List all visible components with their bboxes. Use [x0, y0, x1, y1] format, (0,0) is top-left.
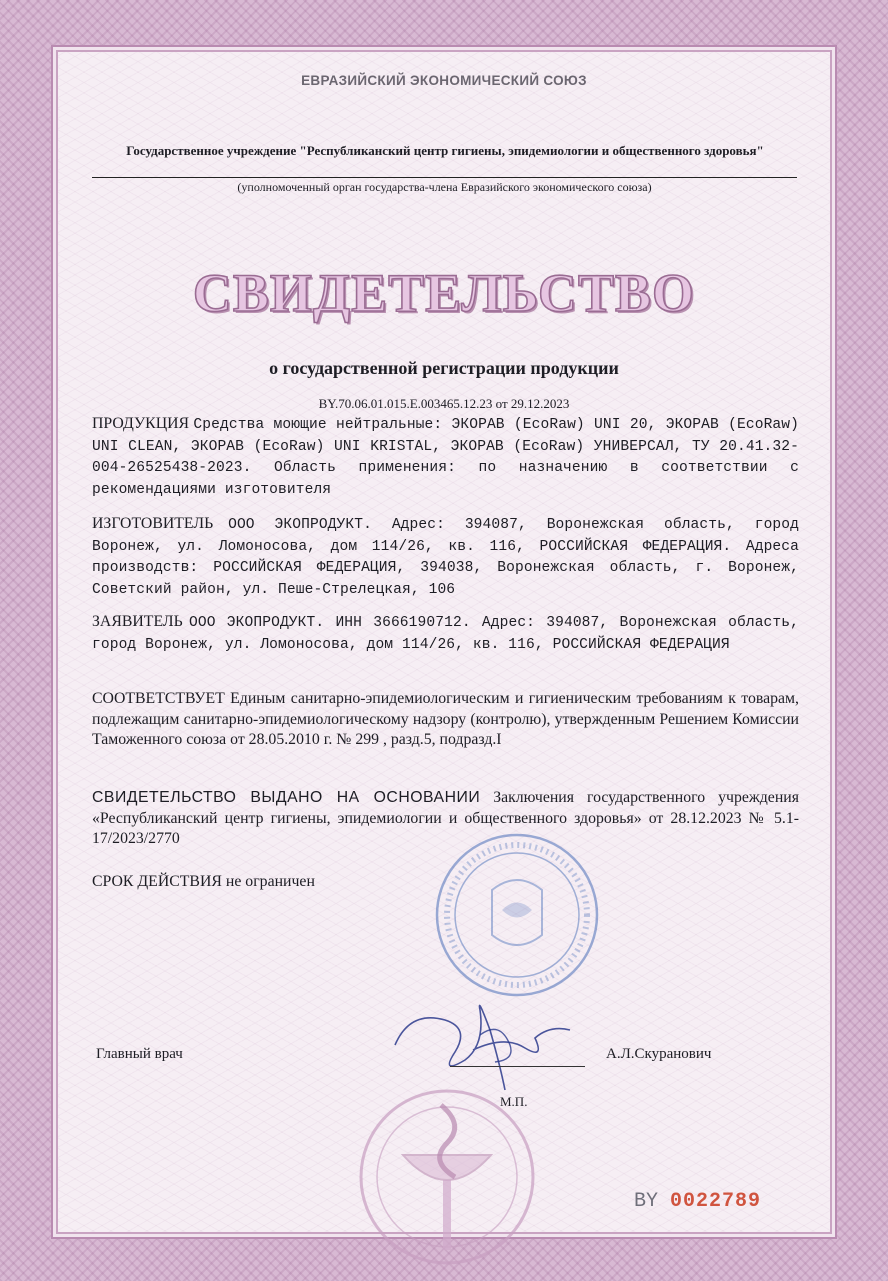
issuing-organization: Государственное учреждение "Республиканский центр гигиены, эпидемиологии и общественного здоровья": [126, 143, 764, 158]
document-subtitle: о государственной регистрации продукции: [269, 358, 619, 378]
manufacturer-label: ИЗГОТОВИТЕЛЬ: [92, 515, 214, 532]
conformity-label: СООТВЕТСТВУЕТ: [92, 690, 225, 707]
product-section: [92, 414, 799, 500]
manufacturer-text: ООО ЭКОПРОДУКТ. Адрес: 394087, Воронежская область, город Воронеж, ул. Ломоносова, дом 114/26, кв. 116, РОССИЙСКАЯ ФЕДЕРАЦИЯ. Адреса производств: РОССИЙСКАЯ ФЕДЕРАЦИЯ, 394038, Воронежская область, г. Воронеж, Советский район, ул. Пеше-Стрелецкая, 106: [92, 517, 799, 598]
registration-number: BY.70.06.01.015.E.003465.12.23 от 29.12.2023: [318, 396, 570, 411]
organization-underline: [92, 177, 797, 178]
stamp-place-label: М.П.: [500, 1094, 528, 1109]
official-stamp: [432, 830, 602, 1000]
applicant-text: ООО ЭКОПРОДУКТ. ИНН 3666190712. Адрес: 394087, Воронежская область, город Воронеж, ул. Ломоносова, дом 114/26, кв. 116, РОССИЙСКАЯ ФЕДЕРАЦИЯ: [92, 615, 799, 653]
handwritten-signature: [385, 990, 595, 1100]
applicant-label: ЗАЯВИТЕЛЬ: [92, 613, 183, 630]
serial-prefix: BY: [634, 1190, 659, 1213]
manufacturer-section: [92, 514, 799, 600]
union-name: ЕВРАЗИЙСКИЙ ЭКОНОМИЧЕСКИЙ СОЮЗ: [301, 73, 587, 88]
organization-note: (уполномоченный орган государства-члена Евразийского экономического союза): [237, 180, 652, 194]
document-title: СВИДЕТЕЛЬСТВО: [192, 263, 696, 323]
product-text: Средства моющие нейтральные: ЭКОРАВ (EcoRaw) UNI 20, ЭКОРАВ (EcoRaw) UNI CLEAN, ЭКОРАВ (EcoRaw) UNI KRISTAL, ЭКОРАВ (EcoRaw) УНИВЕРСАЛ, ТУ 20.41.32-004-26525438-2023. Область применения: по назначению в соответствии с рекомендациями изготовителя: [92, 417, 799, 498]
signatory-name: А.Л.Скуранович: [606, 1046, 712, 1062]
signatory-role: Главный врач: [96, 1046, 183, 1062]
basis-label: СВИДЕТЕЛЬСТВО ВЫДАНО НА ОСНОВАНИИ: [92, 789, 481, 806]
serial-number: [634, 1190, 761, 1213]
conformity-section: [92, 689, 799, 751]
validity-text: не ограничен: [225, 873, 315, 890]
validity-label: СРОК ДЕЙСТВИЯ: [92, 873, 222, 890]
serial-digits: 0022789: [670, 1190, 762, 1213]
conformity-text: Единым санитарно-эпидемиологическим и гигиеническим требованиям к товарам, подлежащим санитарно-эпидемиологическому надзору (контролю), утвержденным Решением Комиссии Таможенного союза от 28.05.2010 г. № 299 , разд.5, подразд.I: [92, 690, 799, 748]
product-label: ПРОДУКЦИЯ: [92, 415, 190, 432]
medical-emblem-watermark: [355, 1085, 540, 1270]
basis-text: Заключения государственного учреждения «Республиканский центр гигиены, эпидемиологии и общественного здоровья» от 28.12.2023 № 5.1-17/2023/2770: [92, 789, 799, 847]
applicant-section: [92, 612, 799, 655]
signature-line: [450, 1066, 585, 1067]
